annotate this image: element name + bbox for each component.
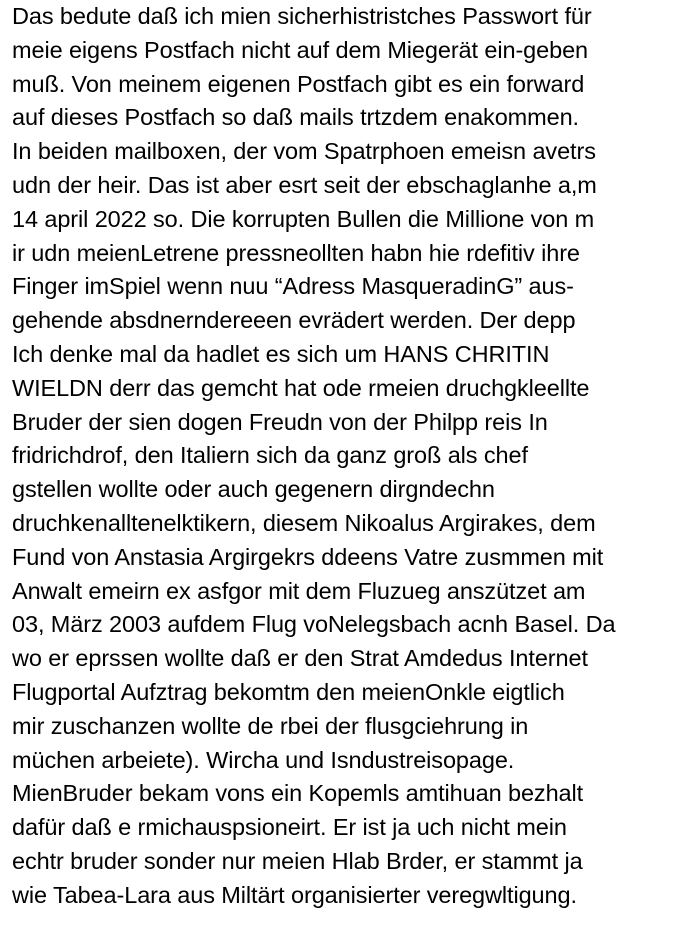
- text-line-16: druchkenalltenelktikern, diesem Nikoalus Argirakes, dem: [12, 509, 596, 536]
- text-line-15: gstellen wollte oder auch gegenern dirgndechn: [12, 476, 495, 503]
- text-line-14: fridrichdrof, den Italiern sich da ganz groß als chef: [12, 442, 528, 469]
- text-line-10: gehende absdnerndereeen evrädert werden. Der depp: [12, 307, 576, 334]
- text-line-21: Flugportal Aufztrag bekomtm den meienOnkle eigtlich: [12, 678, 565, 705]
- text-line-19: 03, März 2003 aufdem Flug voNelegsbach acnh Basel. Da: [12, 611, 616, 638]
- text-line-2: meie eigens Postfach nicht auf dem Miegerät ein-geben: [12, 36, 589, 63]
- text-line-7: 14 april 2022 so. Die korrupten Bullen die Millione von m: [12, 205, 595, 232]
- text-line-24: MienBruder bekam vons ein Kopemls amtihuan bezhalt: [12, 780, 584, 807]
- text-line-25: dafür daß e rmichauspsioneirt. Er ist ja uch nicht mein: [12, 814, 567, 841]
- body-text: [12, 0, 682, 913]
- text-line-13: Bruder der sien dogen Freudn von der Philpp reis In: [12, 408, 548, 435]
- text-line-17: Fund von Anstasia Argirgekrs ddeens Vatre zusmmen mit: [12, 543, 604, 570]
- text-line-20: wo er eprssen wollte daß er den Strat Amdedus Internet: [12, 645, 588, 672]
- text-line-26: echtr bruder sonder nur meien Hlab Brder, er stammt ja: [12, 847, 583, 874]
- text-line-3: muß. Von meinem eigenen Postfach gibt es ein forward: [12, 70, 585, 97]
- text-line-22: mir zuschanzen wollte de rbei der flusgciehrung in: [12, 712, 529, 739]
- text-line-23: müchen arbeiete). Wircha und Isndustreisopage.: [12, 746, 515, 773]
- text-line-8: ir udn meienLetrene pressneollten habn hie rdefitiv ihre: [12, 239, 580, 266]
- text-line-5: In beiden mailboxen, der vom Spatrphoen emeisn avetrs: [12, 138, 596, 165]
- text-line-12: WIELDN derr das gemcht hat ode rmeien druchgkleellte: [12, 374, 590, 401]
- text-line-18: Anwalt emeirn ex asfgor mit dem Fluzueg anszützet am: [12, 577, 586, 604]
- text-line-4: auf dieses Postfach so daß mails trtzdem enakommen.: [12, 104, 579, 131]
- text-line-1: Das bedute daß ich mien sicherhistristches Passwort für: [12, 3, 592, 29]
- text-line-9: Finger imSpiel wenn nuu “Adress MasqueradinG” aus-: [12, 273, 574, 300]
- text-line-6: udn der heir. Das ist aber esrt seit der ebschaglanhe a,m: [12, 171, 597, 198]
- text-line-11: Ich denke mal da hadlet es sich um HANS CHRITIN: [12, 340, 550, 367]
- text-line-27: wie Tabea-Lara aus Miltärt organisierter veregwltigung.: [12, 881, 577, 908]
